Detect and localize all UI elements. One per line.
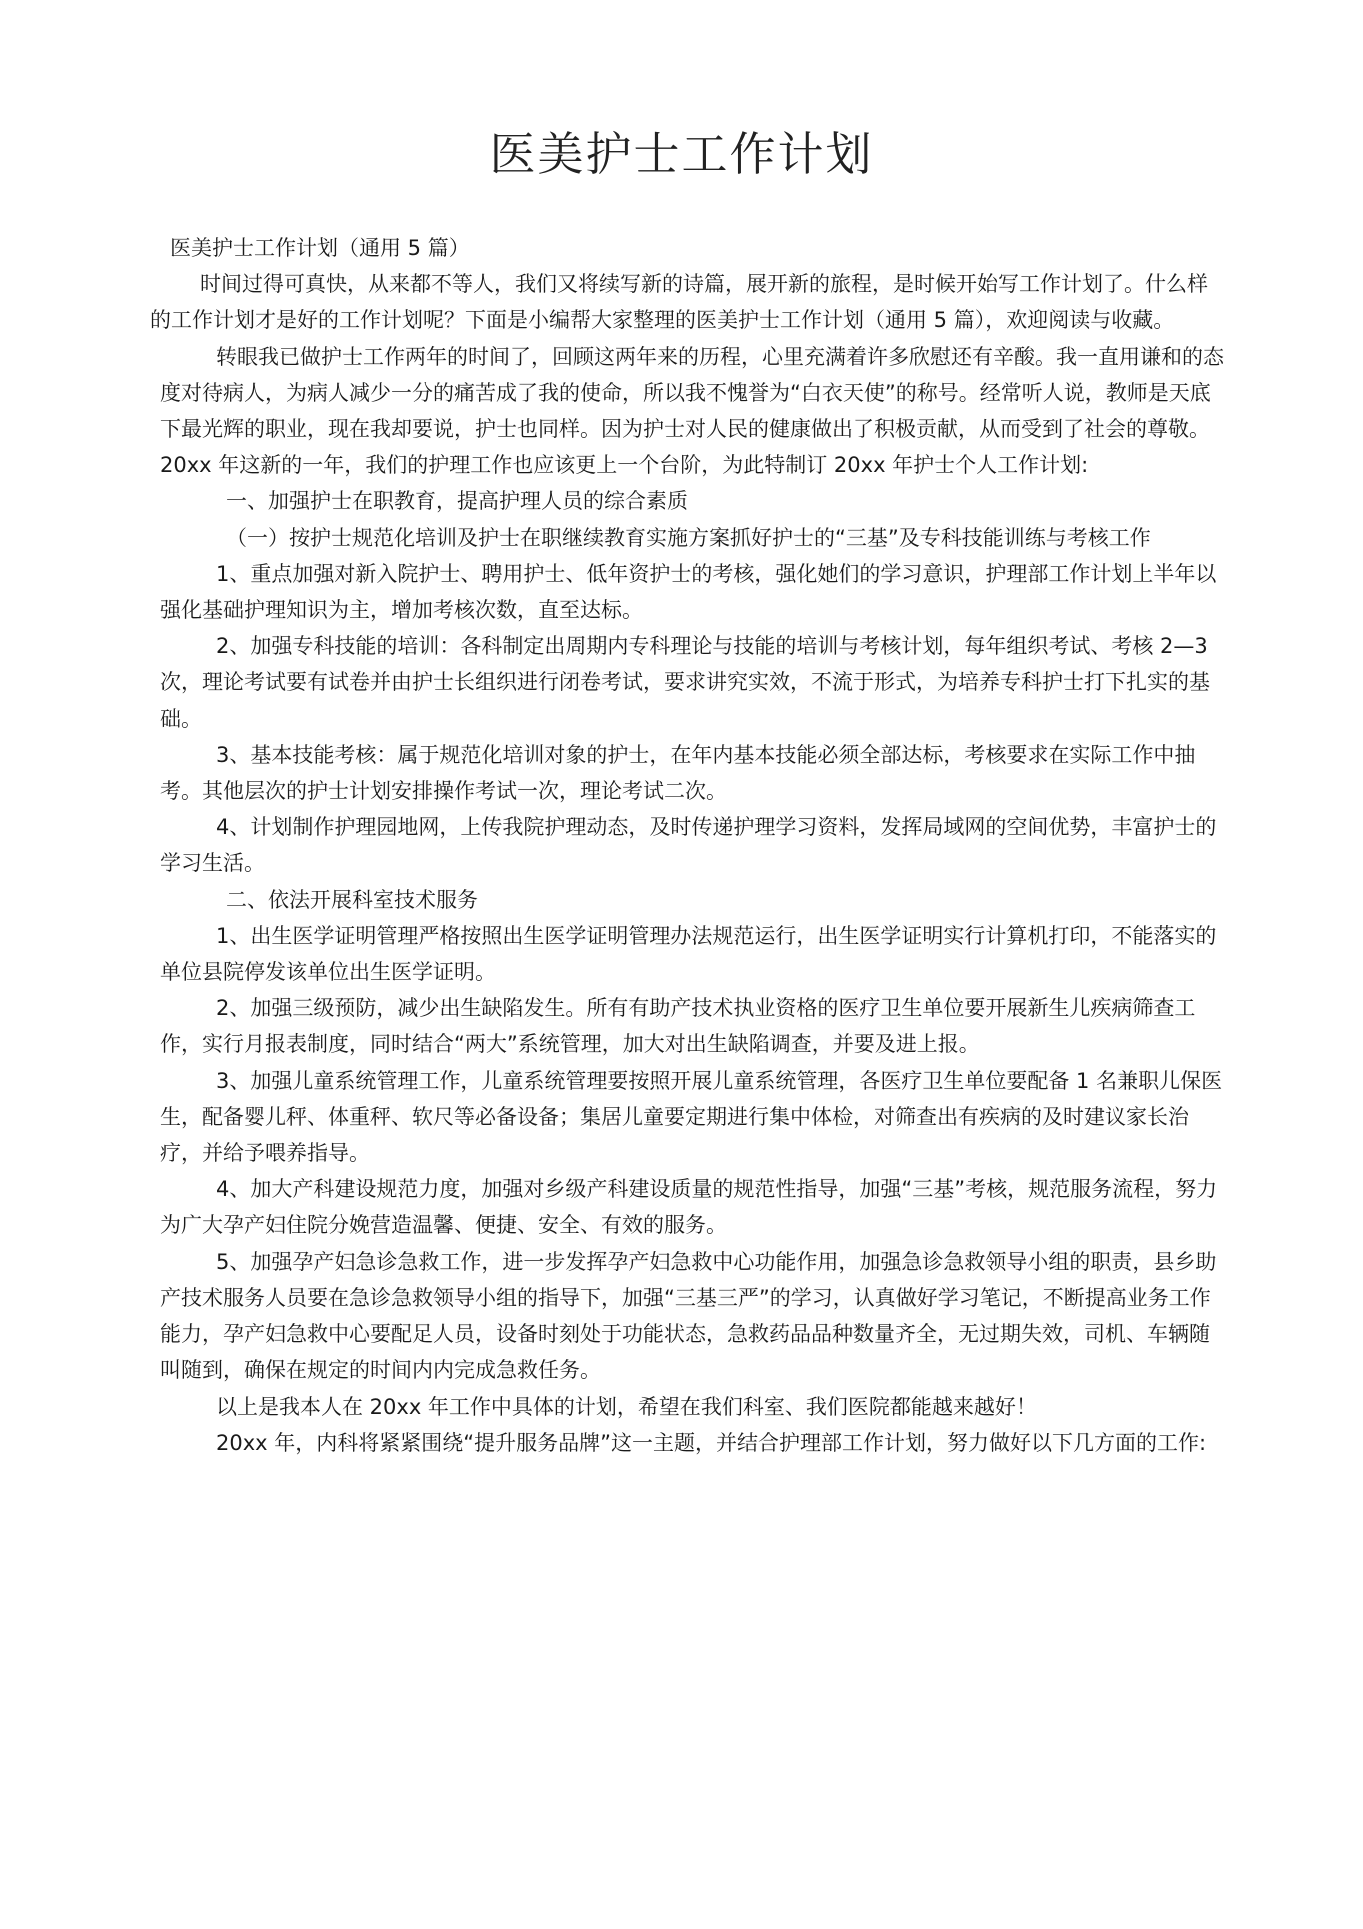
list-item: 3、加强儿童系统管理工作，儿童系统管理要按照开展儿童系统管理，各医疗卫生单位要配备 1 名兼职儿保医生，配备婴儿秤、体重秤、软尺等必备设备；集居儿童要定期进行集中体检，对筛查出有疾病的及时建议家长治疗，并给予喂养指导。 [160, 1068, 1223, 1166]
document-subtitle: 医美护士工作计划（通用 5 篇） [170, 236, 470, 260]
list-item: 2、加强三级预防，减少出生缺陷发生。所有有助产技术执业资格的医疗卫生单位要开展新生儿疾病筛查工作，实行月报表制度，同时结合“两大”系统管理，加大对出生缺陷调查，并要及进上报。 [160, 996, 1196, 1057]
list-item: 2、加强专科技能的培训：各科制定出周期内专科理论与技能的培训与考核计划，每年组织考试、考核 2—3 次，理论考试要有试卷并由护士长组织进行闭卷考试，要求讲究实效，不流于形式，为培养专科护士打下扎实的基础。 [160, 634, 1210, 731]
paragraph: 20xx 年，内科将紧紧围绕“提升服务品牌”这一主题，并结合护理部工作计划，努力做好以下几方面的工作: [216, 1430, 1207, 1455]
list-item: 5、加强孕产妇急诊急救工作，进一步发挥孕产妇急救中心功能作用，加强急诊急救领导小组的职责，县乡助产技术服务人员要在急诊急救领导小组的指导下，加强“三基三严”的学习，认真做好学习笔记，不断提高业务工作能力，孕产妇急救中心要配足人员，设备时刻处于功能状态，急救药品品种数量齐全，无过期失效，司机、车辆随叫随到，确保在规定的时间内内完成急救任务。 [160, 1249, 1217, 1383]
document-title: 医美护士工作计划 [489, 127, 874, 181]
document-body [150, 230, 1225, 1461]
paragraph: 以上是我本人在 20xx 年工作中具体的计划，希望在我们科室、我们医院都能越来越好！ [216, 1394, 1037, 1419]
paragraph: 转眼我已做护士工作两年的时间了，回顾这两年来的历程，心里充满着许多欣慰还有辛酸。我一直用谦和的态度对待病人，为病人减少一分的痛苦成了我的使命，所以我不愧誉为“白衣天使”的称号。经常听人说，教师是天底下最光辉的职业，现在我却要说，护士也同样。因为护士对人民的健康做出了积极贡献，从而受到了社会的尊敬。20xx 年这新的一年，我们的护理工作也应该更上一个台阶，为此特制订 20xx 年护士个人工作计划: [160, 344, 1224, 478]
section-heading: 一、加强护士在职教育，提高护理人员的综合素质 [226, 489, 688, 514]
subsection-heading: （一）按护士规范化培训及护士在职继续教育实施方案抓好护士的“三基”及专科技能训练与考核工作 [226, 525, 1151, 550]
list-item: 4、加大产科建设规范力度，加强对乡级产科建设质量的规范性指导，加强“三基”考核，规范服务流程，努力为广大孕产妇住院分娩营造温馨、便捷、安全、有效的服务。 [160, 1177, 1218, 1238]
section-heading: 二、依法开展科室技术服务 [226, 887, 478, 912]
list-item: 1、重点加强对新入院护士、聘用护士、低年资护士的考核，强化她们的学习意识，护理部工作计划上半年以强化基础护理知识为主，增加考核次数，直至达标。 [160, 561, 1217, 623]
list-item: 3、基本技能考核：属于规范化培训对象的护士，在年内基本技能必须全部达标，考核要求在实际工作中抽考。其他层次的护士计划安排操作考试一次，理论考试二次。 [160, 742, 1196, 804]
intro-paragraph: 时间过得可真快，从来都不等人，我们又将续写新的诗篇，展开新的旅程，是时候开始写工作计划了。什么样的工作计划才是好的工作计划呢？下面是小编帮大家整理的医美护士工作计划（通用 5 篇），欢迎阅读与收藏。 [150, 272, 1208, 333]
list-item: 1、出生医学证明管理严格按照出生医学证明管理办法规范运行，出生医学证明实行计算机打印，不能落实的单位县院停发该单位出生医学证明。 [160, 923, 1217, 985]
list-item: 4、计划制作护理园地网，上传我院护理动态，及时传递护理学习资料，发挥局域网的空间优势，丰富护士的学习生活。 [160, 815, 1217, 876]
